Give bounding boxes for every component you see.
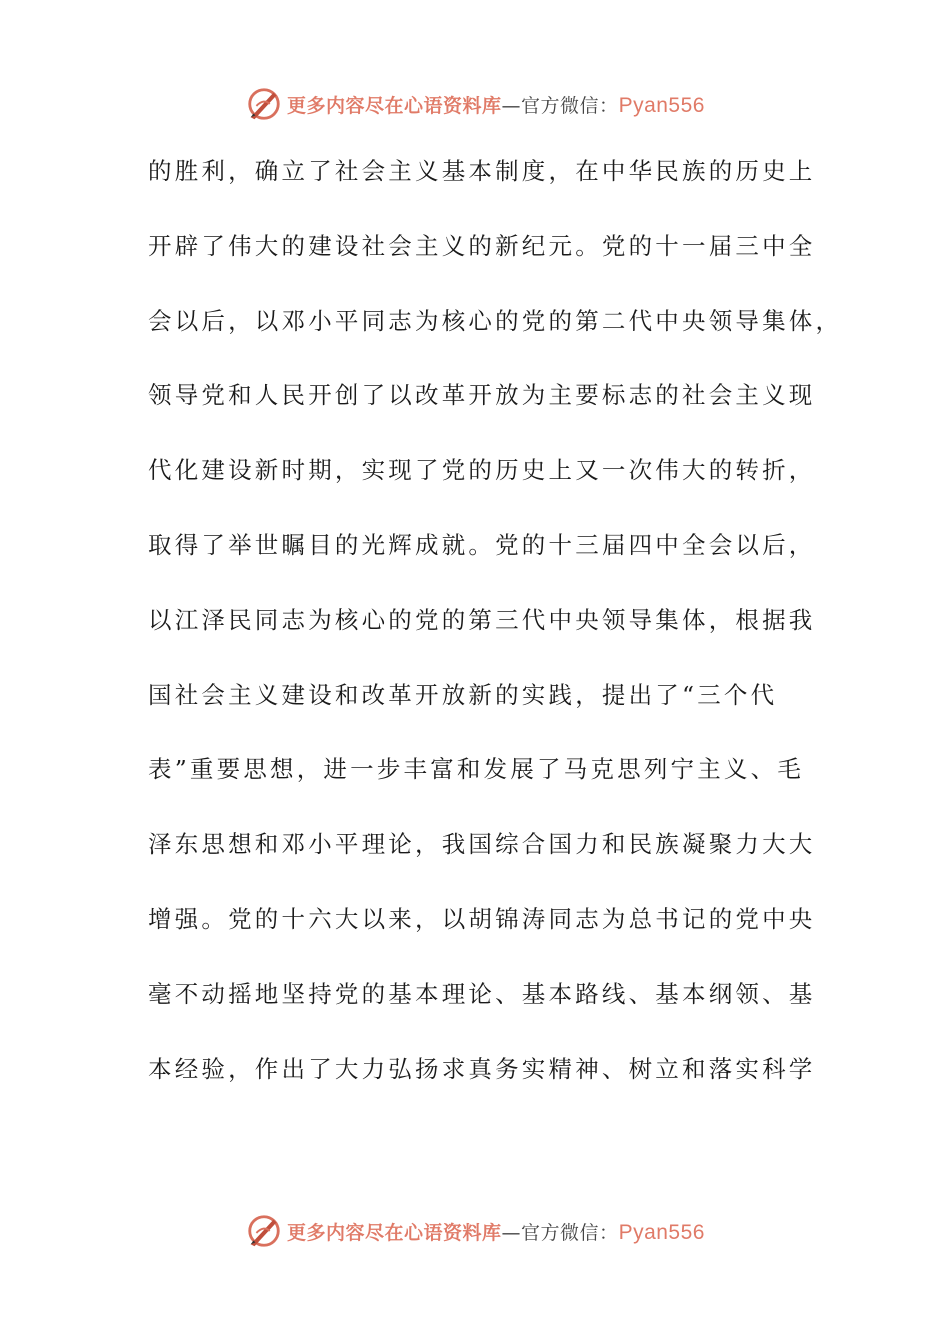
body-line: 会以后，以邓小平同志为核心的党的第二代中央领导集体， <box>148 306 843 335</box>
body-line: 本经验，作出了大力弘扬求真务实精神、树立和落实科学 <box>148 1054 816 1083</box>
header-banner <box>0 82 950 126</box>
banner-dash: — <box>501 1221 522 1244</box>
body-line: 的胜利，确立了社会主义基本制度，在中华民族的历史上 <box>148 157 816 185</box>
body-line: 国社会主义建设和改革开放新的实践，提出了“三个代 <box>148 680 778 709</box>
body-line: 表”重要思想，进一步丰富和发展了马克思列宁主义、毛 <box>148 755 805 784</box>
footer-banner <box>0 1209 950 1253</box>
banner-main-text: 更多内容尽在心语资料库 <box>287 1221 502 1244</box>
banner-sub-text: 官方微信： <box>521 1221 619 1244</box>
body-line: 以江泽民同志为核心的党的第三代中央领导集体，根据我 <box>148 605 816 634</box>
banner-wechat-id: Pyan556 <box>618 1220 705 1244</box>
header-banner-text <box>287 91 705 118</box>
pen-logo-icon <box>245 85 283 123</box>
body-line: 代化建设新时期，实现了党的历史上又一次伟大的转折， <box>148 456 816 485</box>
body-line: 领导党和人民开创了以改革开放为主要标志的社会主义现 <box>148 381 816 410</box>
body-line: 开辟了伟大的建设社会主义的新纪元。党的十一届三中全 <box>148 231 816 260</box>
banner-sub-text: 官方微信： <box>521 94 619 117</box>
body-line: 毫不动摇地坚持党的基本理论、基本路线、基本纲领、基 <box>148 979 816 1008</box>
banner-main-text: 更多内容尽在心语资料库 <box>287 94 502 117</box>
footer-banner-text <box>287 1218 705 1245</box>
pen-logo-icon <box>245 1212 283 1250</box>
body-line: 泽东思想和邓小平理论，我国综合国力和民族凝聚力大大 <box>148 830 816 859</box>
banner-dash: — <box>501 94 522 117</box>
body-line: 取得了举世瞩目的光辉成就。党的十三届四中全会以后， <box>148 530 816 559</box>
body-line: 增强。党的十六大以来，以胡锦涛同志为总书记的党中央 <box>148 904 816 933</box>
banner-wechat-id: Pyan556 <box>618 93 705 117</box>
document-body <box>148 146 843 1118</box>
